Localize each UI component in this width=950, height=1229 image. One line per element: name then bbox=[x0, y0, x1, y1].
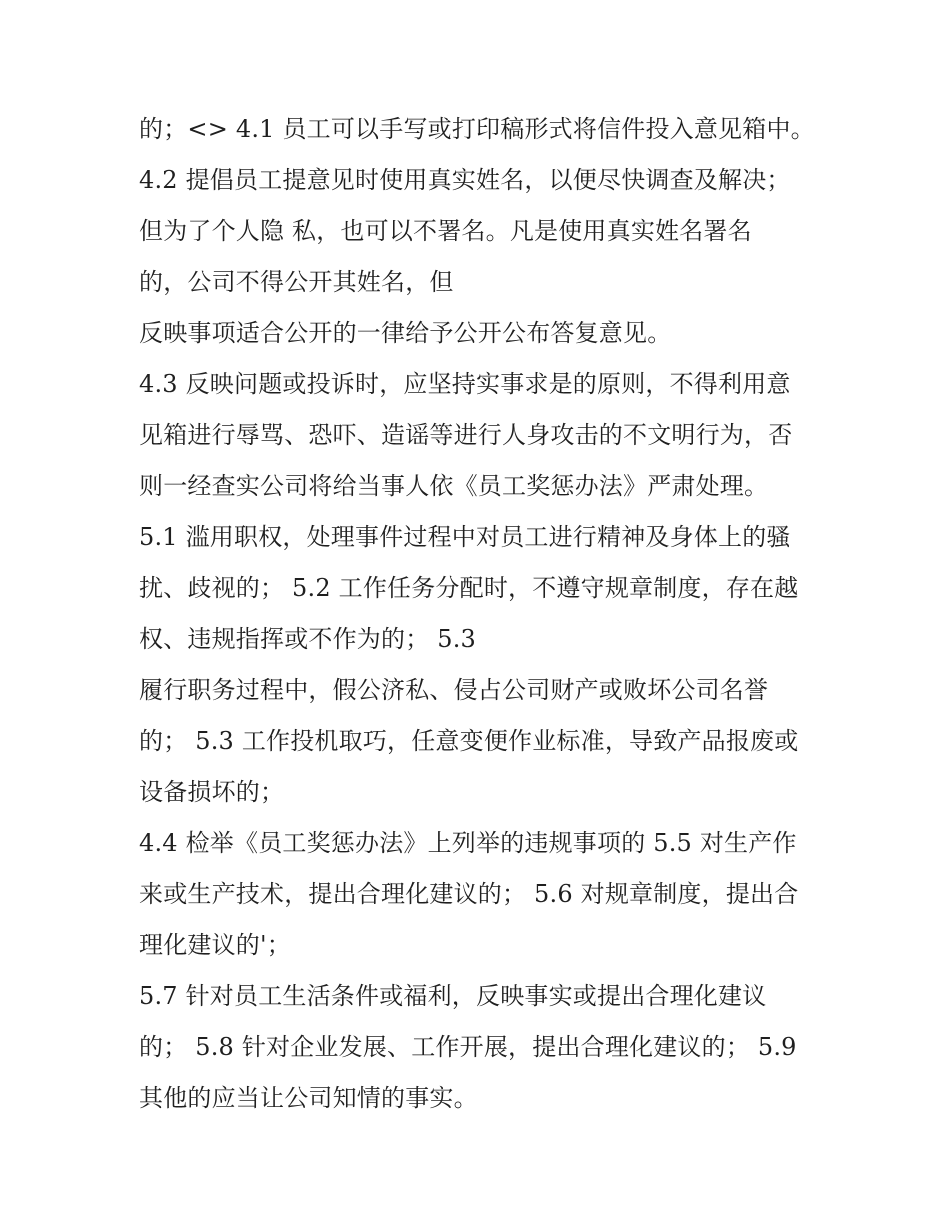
text-line-3: 但为了个人隐 私，也可以不署名。凡是使用真实姓名署名 bbox=[139, 217, 752, 245]
text-line-10: 扰、歧视的； 5.2 工作任务分配时，不遵守规章制度，存在越 bbox=[139, 574, 799, 602]
text-line-15: 4.4 检举《员工奖惩办法》上列举的违规事项的 5.5 对生产作 bbox=[139, 829, 797, 857]
text-line-9: 5.1 滥用职权，处理事件过程中对员工进行精神及身体上的骚 bbox=[139, 523, 791, 551]
text-line-4: 的，公司不得公开其姓名，但 bbox=[139, 268, 454, 296]
text-line-13: 的； 5.3 工作投机取巧，任意变便作业标准，导致产品报废或 bbox=[139, 727, 799, 755]
text-line-5: 反映事项适合公开的一律给予公开公布答复意见。 bbox=[139, 319, 672, 347]
text-line-16: 来或生产技术，提出合理化建议的； 5.6 对规章制度，提出合 bbox=[139, 880, 799, 908]
text-line-18: 5.7 针对员工生活条件或福利，反映事实或提出合理化建议 bbox=[139, 982, 767, 1010]
text-line-19: 的； 5.8 针对企业发展、工作开展，提出合理化建议的； 5.9 bbox=[139, 1033, 797, 1061]
text-line-2: 4.2 提倡员工提意见时使用真实姓名，以便尽快调查及解决； bbox=[139, 166, 791, 194]
text-line-12: 履行职务过程中，假公济私、侵占公司财产或败坏公司名誉 bbox=[139, 676, 769, 704]
text-line-14: 设备损坏的； bbox=[139, 778, 285, 806]
text-line-7: 见箱进行辱骂、恐吓、造谣等进行人身攻击的不文明行为，否 bbox=[139, 421, 793, 449]
text-line-17: 理化建议的'； bbox=[139, 931, 291, 959]
text-line-11: 权、违规指挥或不作为的； 5.3 bbox=[139, 625, 476, 653]
text-line-1: 的；<> 4.1 员工可以手写或打印稿形式将信件投入意见箱中。 bbox=[139, 115, 815, 143]
text-line-6: 4.3 反映问题或投诉时，应坚持实事求是的原则，不得利用意 bbox=[139, 370, 791, 398]
text-line-8: 则一经查实公司将给当事人依《员工奖惩办法》严肃处理。 bbox=[139, 472, 769, 500]
text-line-20: 其他的应当让公司知情的事实。 bbox=[139, 1084, 478, 1112]
